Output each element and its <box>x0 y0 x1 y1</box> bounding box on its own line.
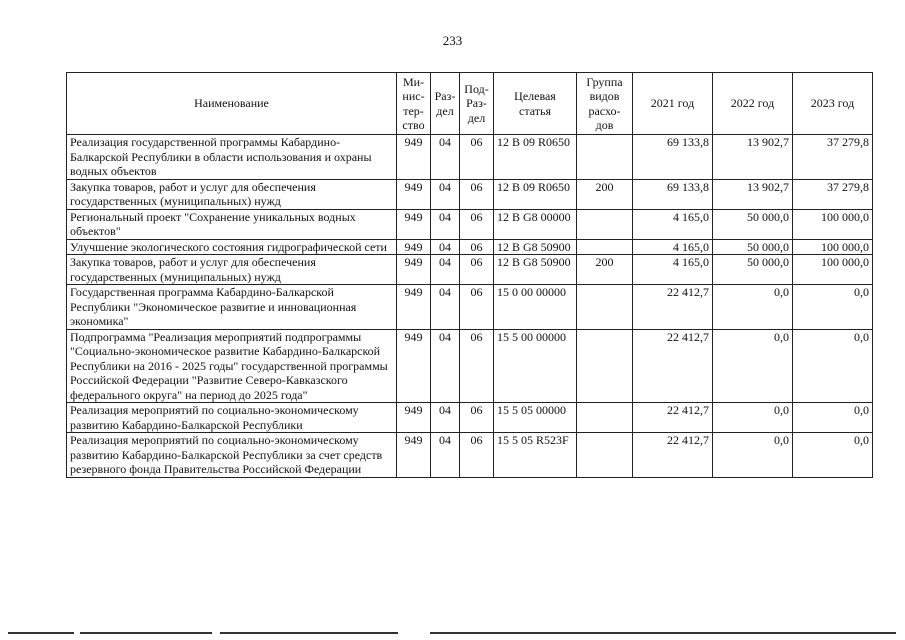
row-expense-group: 200 <box>577 255 633 285</box>
row-2023: 0,0 <box>793 433 873 478</box>
row-target-article: 12 В G8 50900 <box>494 255 577 285</box>
table-row <box>67 239 873 255</box>
header-row <box>67 73 873 135</box>
budget-table <box>66 72 873 478</box>
row-2021: 4 165,0 <box>633 209 713 239</box>
row-expense-group <box>577 403 633 433</box>
header-subsection: Под- Раз- дел <box>460 73 494 135</box>
row-2022: 50 000,0 <box>713 239 793 255</box>
row-ministry: 949 <box>397 285 431 330</box>
row-section: 04 <box>431 403 460 433</box>
table-row <box>67 403 873 433</box>
row-2022: 50 000,0 <box>713 209 793 239</box>
row-expense-group <box>577 433 633 478</box>
row-expense-group <box>577 239 633 255</box>
table-row <box>67 209 873 239</box>
row-2021: 22 412,7 <box>633 403 713 433</box>
row-target-article: 15 0 00 00000 <box>494 285 577 330</box>
row-expense-group: 200 <box>577 179 633 209</box>
row-name: Подпрограмма "Реализация мероприятий подпрограммы "Социально-экономическое развитие Кабардино-Балкарской Республики на 2016 - 2025 годы" государственной программы Российской Федерации "Развитие Северо-Кавказского федерального округа" на период до 2025 года" <box>67 329 397 403</box>
table-row <box>67 433 873 478</box>
row-section: 04 <box>431 255 460 285</box>
row-subsection: 06 <box>460 135 494 180</box>
row-2021: 22 412,7 <box>633 433 713 478</box>
header-2021: 2021 год <box>633 73 713 135</box>
row-name: Государственная программа Кабардино-Балкарской Республики "Экономическое развитие и инновационная экономика" <box>67 285 397 330</box>
row-section: 04 <box>431 285 460 330</box>
row-2023: 0,0 <box>793 285 873 330</box>
table-row <box>67 255 873 285</box>
row-2023: 100 000,0 <box>793 239 873 255</box>
row-subsection: 06 <box>460 255 494 285</box>
row-section: 04 <box>431 179 460 209</box>
row-2023: 100 000,0 <box>793 209 873 239</box>
row-2023: 0,0 <box>793 403 873 433</box>
row-target-article: 15 5 00 00000 <box>494 329 577 403</box>
page-number: 233 <box>442 33 463 48</box>
row-section: 04 <box>431 239 460 255</box>
row-name: Закупка товаров, работ и услуг для обеспечения государственных (муниципальных) нужд <box>67 255 397 285</box>
row-expense-group <box>577 329 633 403</box>
table-row <box>67 179 873 209</box>
header-section: Раз- дел <box>431 73 460 135</box>
row-ministry: 949 <box>397 329 431 403</box>
row-section: 04 <box>431 433 460 478</box>
row-expense-group <box>577 285 633 330</box>
footer-line <box>8 632 74 634</box>
row-2023: 37 279,8 <box>793 179 873 209</box>
row-2021: 22 412,7 <box>633 329 713 403</box>
row-2022: 13 902,7 <box>713 135 793 180</box>
row-target-article: 15 5 05 R523F <box>494 433 577 478</box>
row-name: Улучшение экологического состояния гидрографической сети <box>67 239 397 255</box>
row-2022: 0,0 <box>713 285 793 330</box>
row-ministry: 949 <box>397 403 431 433</box>
row-subsection: 06 <box>460 329 494 403</box>
header-expense-group: Группа видов расхо- дов <box>577 73 633 135</box>
row-target-article: 12 В 09 R0650 <box>494 179 577 209</box>
row-expense-group <box>577 209 633 239</box>
header-2023: 2023 год <box>793 73 873 135</box>
row-name: Реализация государственной программы Кабардино-Балкарской Республики в области использования и охраны водных объектов <box>67 135 397 180</box>
row-2022: 0,0 <box>713 433 793 478</box>
row-2022: 0,0 <box>713 403 793 433</box>
row-ministry: 949 <box>397 179 431 209</box>
row-ministry: 949 <box>397 209 431 239</box>
row-subsection: 06 <box>460 403 494 433</box>
row-2021: 4 165,0 <box>633 255 713 285</box>
row-section: 04 <box>431 135 460 180</box>
row-subsection: 06 <box>460 433 494 478</box>
header-2022: 2022 год <box>713 73 793 135</box>
row-ministry: 949 <box>397 433 431 478</box>
table-row <box>67 329 873 403</box>
row-name: Закупка товаров, работ и услуг для обеспечения государственных (муниципальных) нужд <box>67 179 397 209</box>
table-row <box>67 285 873 330</box>
row-ministry: 949 <box>397 239 431 255</box>
row-2021: 22 412,7 <box>633 285 713 330</box>
row-subsection: 06 <box>460 285 494 330</box>
row-target-article: 15 5 05 00000 <box>494 403 577 433</box>
row-2023: 37 279,8 <box>793 135 873 180</box>
row-2022: 0,0 <box>713 329 793 403</box>
row-name: Реализация мероприятий по социально-экономическому развитию Кабардино-Балкарской Республики <box>67 403 397 433</box>
footer-rule-lines <box>0 632 905 635</box>
row-2021: 69 133,8 <box>633 135 713 180</box>
row-name: Реализация мероприятий по социально-экономическому развитию Кабардино-Балкарской Республики за счет средств резервного фонда Правительства Российской Федерации <box>67 433 397 478</box>
row-subsection: 06 <box>460 239 494 255</box>
row-ministry: 949 <box>397 135 431 180</box>
row-2022: 50 000,0 <box>713 255 793 285</box>
footer-line <box>430 632 896 634</box>
footer-line <box>220 632 398 634</box>
row-section: 04 <box>431 329 460 403</box>
row-2021: 4 165,0 <box>633 239 713 255</box>
row-2021: 69 133,8 <box>633 179 713 209</box>
header-target-article: Целевая статья <box>494 73 577 135</box>
row-2023: 0,0 <box>793 329 873 403</box>
footer-line <box>80 632 212 634</box>
table-row <box>67 135 873 180</box>
header-name: Наименование <box>67 73 397 135</box>
row-name: Региональный проект "Сохранение уникальных водных объектов" <box>67 209 397 239</box>
row-subsection: 06 <box>460 179 494 209</box>
row-expense-group <box>577 135 633 180</box>
row-subsection: 06 <box>460 209 494 239</box>
row-target-article: 12 В G8 50900 <box>494 239 577 255</box>
row-ministry: 949 <box>397 255 431 285</box>
row-2022: 13 902,7 <box>713 179 793 209</box>
row-section: 04 <box>431 209 460 239</box>
row-target-article: 12 В 09 R0650 <box>494 135 577 180</box>
header-ministry: Ми- нис- тер- ство <box>397 73 431 135</box>
row-target-article: 12 В G8 00000 <box>494 209 577 239</box>
row-2023: 100 000,0 <box>793 255 873 285</box>
